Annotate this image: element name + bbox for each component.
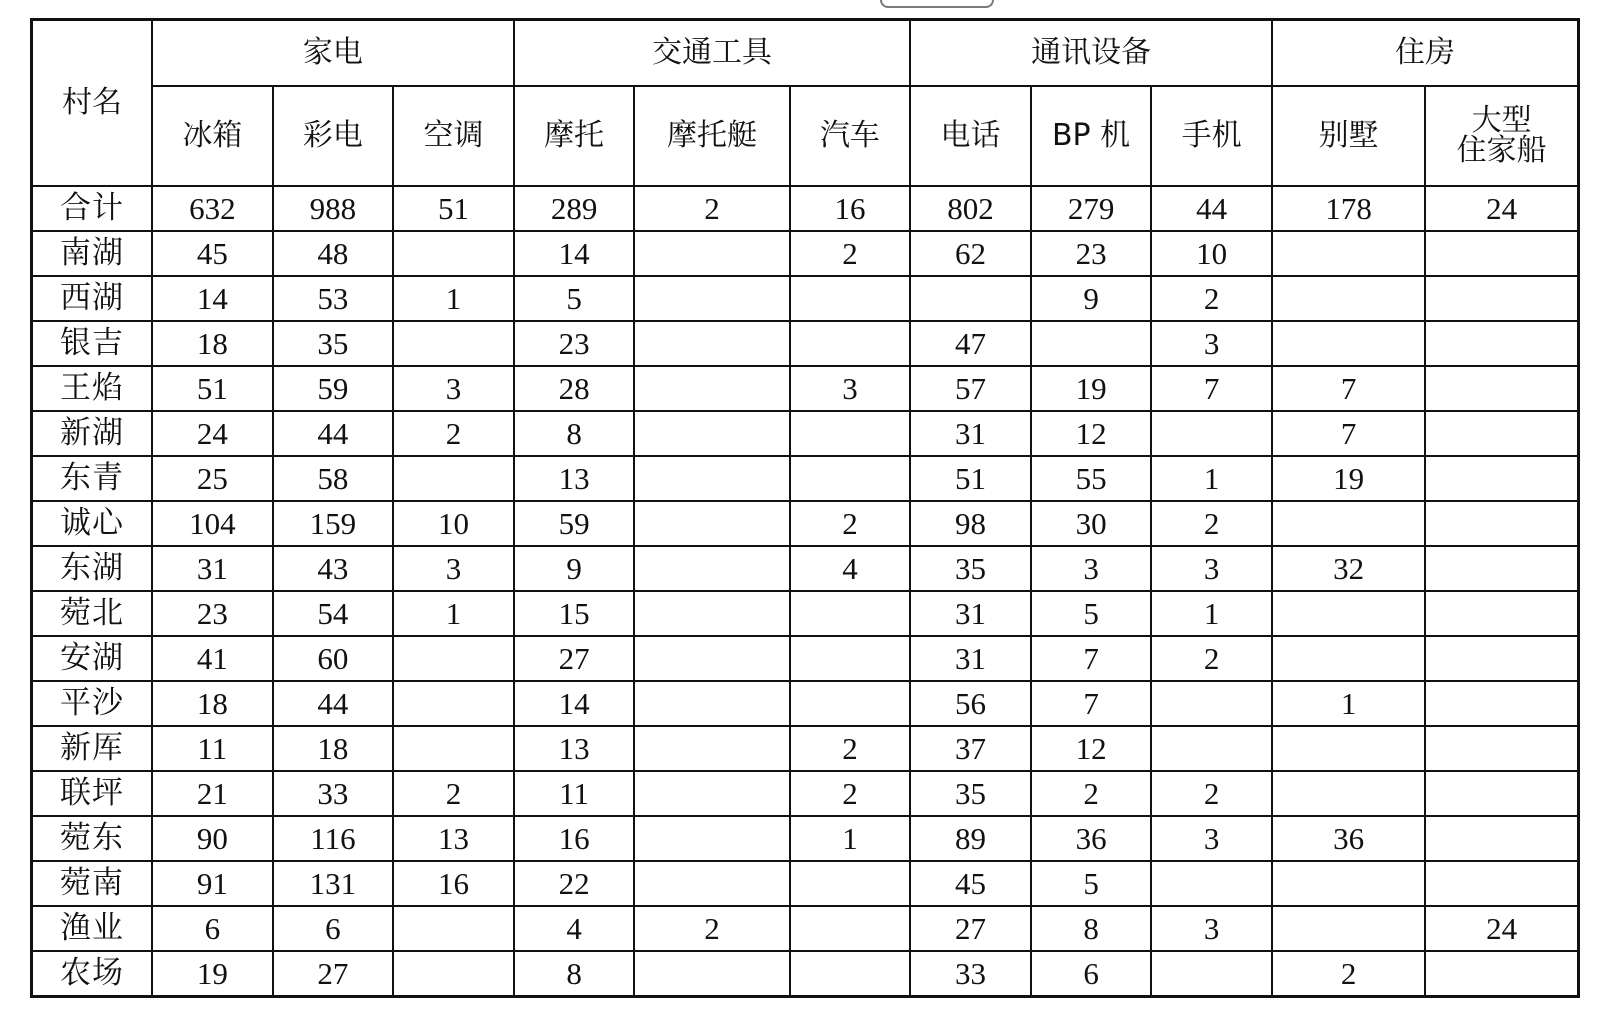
houseboat-header-line-2: 住家船: [1456, 133, 1547, 168]
village-name-cell: 西湖: [32, 276, 153, 321]
value-cell: 36: [1272, 816, 1425, 861]
value-cell: 2: [1031, 771, 1152, 816]
value-cell: [634, 366, 789, 411]
value-cell: [393, 231, 514, 276]
value-cell: 116: [273, 816, 394, 861]
value-cell: 2: [790, 726, 911, 771]
village-name-cell: 农场: [32, 951, 153, 997]
value-cell: 10: [393, 501, 514, 546]
table-row: [32, 726, 1579, 771]
value-cell: 27: [273, 951, 394, 997]
value-cell: 7: [1272, 366, 1425, 411]
table-row: [32, 546, 1579, 591]
value-cell: 30: [1031, 501, 1152, 546]
value-cell: 27: [514, 636, 635, 681]
value-cell: 4: [514, 906, 635, 951]
value-cell: [393, 456, 514, 501]
value-cell: 11: [152, 726, 273, 771]
table-row: [32, 276, 1579, 321]
value-cell: 45: [152, 231, 273, 276]
value-cell: 41: [152, 636, 273, 681]
column-header-car: 汽车: [790, 86, 911, 186]
value-cell: 59: [514, 501, 635, 546]
value-cell: [1425, 816, 1578, 861]
value-cell: 18: [152, 321, 273, 366]
value-cell: [634, 861, 789, 906]
value-cell: [1272, 321, 1425, 366]
value-cell: 56: [910, 681, 1031, 726]
value-cell: 1: [393, 591, 514, 636]
value-cell: 9: [514, 546, 635, 591]
value-cell: [1425, 231, 1578, 276]
value-cell: 31: [910, 636, 1031, 681]
table-row: [32, 861, 1579, 906]
value-cell: 14: [152, 276, 273, 321]
value-cell: 18: [273, 726, 394, 771]
value-cell: [634, 411, 789, 456]
value-cell: 43: [273, 546, 394, 591]
table-row: [32, 816, 1579, 861]
value-cell: [1272, 501, 1425, 546]
value-cell: [790, 321, 911, 366]
village-assets-table: [30, 18, 1580, 998]
value-cell: 16: [393, 861, 514, 906]
value-cell: 10: [1151, 231, 1272, 276]
value-cell: [1425, 861, 1578, 906]
value-cell: 988: [273, 186, 394, 231]
value-cell: 44: [1151, 186, 1272, 231]
value-cell: 2: [1151, 771, 1272, 816]
village-column-header: 村名: [32, 20, 153, 187]
value-cell: [393, 906, 514, 951]
value-cell: 23: [514, 321, 635, 366]
village-name-cell: 南湖: [32, 231, 153, 276]
value-cell: [790, 636, 911, 681]
value-cell: 9: [1031, 276, 1152, 321]
value-cell: [1425, 546, 1578, 591]
column-header-air-conditioner: 空调: [393, 86, 514, 186]
value-cell: 55: [1031, 456, 1152, 501]
value-cell: [634, 231, 789, 276]
value-cell: 7: [1151, 366, 1272, 411]
column-header-houseboat: [1425, 86, 1578, 186]
value-cell: 13: [393, 816, 514, 861]
value-cell: [1425, 366, 1578, 411]
value-cell: 2: [1151, 636, 1272, 681]
value-cell: 28: [514, 366, 635, 411]
table-row: [32, 906, 1579, 951]
total-row: [32, 186, 1579, 231]
value-cell: 5: [1031, 591, 1152, 636]
value-cell: [634, 501, 789, 546]
value-cell: 3: [1151, 546, 1272, 591]
value-cell: [634, 951, 789, 997]
value-cell: [1151, 411, 1272, 456]
value-cell: 3: [1151, 906, 1272, 951]
value-cell: 14: [514, 231, 635, 276]
value-cell: 7: [1272, 411, 1425, 456]
value-cell: 6: [152, 906, 273, 951]
value-cell: 53: [273, 276, 394, 321]
group-header-transport: 交通工具: [514, 20, 910, 87]
value-cell: 802: [910, 186, 1031, 231]
table-row: [32, 951, 1579, 997]
value-cell: 16: [514, 816, 635, 861]
value-cell: [910, 276, 1031, 321]
value-cell: 3: [790, 366, 911, 411]
value-cell: [1272, 636, 1425, 681]
scan-artifact: [880, 0, 994, 8]
value-cell: [1425, 591, 1578, 636]
value-cell: 54: [273, 591, 394, 636]
value-cell: 33: [273, 771, 394, 816]
value-cell: 1: [1272, 681, 1425, 726]
group-header-appliances: 家电: [152, 20, 514, 87]
value-cell: [393, 681, 514, 726]
value-cell: 6: [273, 906, 394, 951]
value-cell: 27: [910, 906, 1031, 951]
village-name-cell: 银吉: [32, 321, 153, 366]
value-cell: 6: [1031, 951, 1152, 997]
value-cell: 59: [273, 366, 394, 411]
value-cell: 5: [1031, 861, 1152, 906]
value-cell: [634, 636, 789, 681]
value-cell: 2: [393, 411, 514, 456]
village-name-cell: 平沙: [32, 681, 153, 726]
value-cell: [1425, 456, 1578, 501]
value-cell: [393, 726, 514, 771]
value-cell: 22: [514, 861, 635, 906]
value-cell: 13: [514, 456, 635, 501]
value-cell: 35: [273, 321, 394, 366]
column-header-fridge: 冰箱: [152, 86, 273, 186]
table-row: [32, 366, 1579, 411]
value-cell: 14: [514, 681, 635, 726]
table-row: [32, 501, 1579, 546]
table-row: [32, 456, 1579, 501]
value-cell: 2: [1151, 276, 1272, 321]
village-name-cell: 菀东: [32, 816, 153, 861]
value-cell: 60: [273, 636, 394, 681]
value-cell: 2: [790, 231, 911, 276]
value-cell: 51: [393, 186, 514, 231]
value-cell: 5: [514, 276, 635, 321]
value-cell: [1425, 771, 1578, 816]
value-cell: 32: [1272, 546, 1425, 591]
value-cell: 7: [1031, 636, 1152, 681]
column-header-pager: BP 机: [1031, 86, 1152, 186]
group-header-row: [32, 20, 1579, 87]
value-cell: 51: [152, 366, 273, 411]
table-row: [32, 411, 1579, 456]
table-row: [32, 771, 1579, 816]
value-cell: 90: [152, 816, 273, 861]
value-cell: 24: [152, 411, 273, 456]
value-cell: 62: [910, 231, 1031, 276]
value-cell: [1151, 951, 1272, 997]
value-cell: [790, 951, 911, 997]
value-cell: [1425, 726, 1578, 771]
village-name-cell: 渔业: [32, 906, 153, 951]
value-cell: 24: [1425, 906, 1578, 951]
value-cell: 8: [514, 951, 635, 997]
value-cell: 58: [273, 456, 394, 501]
value-cell: 2: [1272, 951, 1425, 997]
village-name-cell: 新厍: [32, 726, 153, 771]
village-name-cell: 王焰: [32, 366, 153, 411]
value-cell: [1425, 276, 1578, 321]
value-cell: 19: [152, 951, 273, 997]
value-cell: 2: [790, 771, 911, 816]
value-cell: [1425, 681, 1578, 726]
value-cell: 33: [910, 951, 1031, 997]
value-cell: [634, 726, 789, 771]
value-cell: [1272, 906, 1425, 951]
value-cell: [1272, 231, 1425, 276]
value-cell: 1: [393, 276, 514, 321]
table-row: [32, 591, 1579, 636]
value-cell: 2: [790, 501, 911, 546]
value-cell: [393, 321, 514, 366]
value-cell: [634, 591, 789, 636]
value-cell: [634, 681, 789, 726]
value-cell: 21: [152, 771, 273, 816]
value-cell: [634, 276, 789, 321]
village-name-cell: 安湖: [32, 636, 153, 681]
column-header-row: [32, 86, 1579, 186]
value-cell: [1272, 591, 1425, 636]
column-header-villa: 别墅: [1272, 86, 1425, 186]
group-header-housing: 住房: [1272, 20, 1579, 87]
value-cell: 44: [273, 681, 394, 726]
value-cell: 2: [634, 186, 789, 231]
value-cell: 11: [514, 771, 635, 816]
value-cell: 89: [910, 816, 1031, 861]
value-cell: 47: [910, 321, 1031, 366]
value-cell: [1272, 726, 1425, 771]
value-cell: 24: [1425, 186, 1578, 231]
table-row: [32, 636, 1579, 681]
column-header-motorcycle: 摩托: [514, 86, 635, 186]
village-name-cell: 东湖: [32, 546, 153, 591]
value-cell: 131: [273, 861, 394, 906]
value-cell: 44: [273, 411, 394, 456]
value-cell: [1425, 501, 1578, 546]
village-name-cell: 菀北: [32, 591, 153, 636]
value-cell: [790, 276, 911, 321]
value-cell: 3: [393, 546, 514, 591]
value-cell: 178: [1272, 186, 1425, 231]
value-cell: 35: [910, 546, 1031, 591]
value-cell: [1425, 951, 1578, 997]
value-cell: [790, 681, 911, 726]
value-cell: 4: [790, 546, 911, 591]
value-cell: 36: [1031, 816, 1152, 861]
value-cell: 279: [1031, 186, 1152, 231]
houseboat-header-line-1: 大型: [1471, 103, 1532, 138]
value-cell: 12: [1031, 726, 1152, 771]
value-cell: 25: [152, 456, 273, 501]
value-cell: 1: [1151, 591, 1272, 636]
value-cell: [1031, 321, 1152, 366]
value-cell: 13: [514, 726, 635, 771]
value-cell: 289: [514, 186, 635, 231]
value-cell: [790, 411, 911, 456]
value-cell: [1272, 861, 1425, 906]
value-cell: 1: [790, 816, 911, 861]
village-name-cell: 合计: [32, 186, 153, 231]
value-cell: [634, 321, 789, 366]
value-cell: [790, 591, 911, 636]
value-cell: 91: [152, 861, 273, 906]
value-cell: 16: [790, 186, 911, 231]
value-cell: 45: [910, 861, 1031, 906]
value-cell: 37: [910, 726, 1031, 771]
value-cell: 98: [910, 501, 1031, 546]
column-header-mobile-phone: 手机: [1151, 86, 1272, 186]
value-cell: 8: [1031, 906, 1152, 951]
value-cell: 19: [1031, 366, 1152, 411]
value-cell: 31: [910, 411, 1031, 456]
value-cell: 23: [1031, 231, 1152, 276]
value-cell: 48: [273, 231, 394, 276]
value-cell: 8: [514, 411, 635, 456]
value-cell: [634, 771, 789, 816]
value-cell: [790, 906, 911, 951]
value-cell: [1272, 771, 1425, 816]
value-cell: [1425, 411, 1578, 456]
value-cell: 7: [1031, 681, 1152, 726]
table-row: [32, 681, 1579, 726]
value-cell: [634, 546, 789, 591]
value-cell: [1151, 681, 1272, 726]
value-cell: 104: [152, 501, 273, 546]
value-cell: [790, 456, 911, 501]
village-name-cell: 诚心: [32, 501, 153, 546]
value-cell: 2: [1151, 501, 1272, 546]
group-header-communication: 通讯设备: [910, 20, 1272, 87]
value-cell: 23: [152, 591, 273, 636]
table-row: [32, 321, 1579, 366]
column-header-color-tv: 彩电: [273, 86, 394, 186]
value-cell: 3: [1151, 816, 1272, 861]
table-row: [32, 231, 1579, 276]
value-cell: 1: [1151, 456, 1272, 501]
value-cell: 2: [393, 771, 514, 816]
table-body: [32, 186, 1579, 997]
value-cell: 3: [393, 366, 514, 411]
value-cell: 57: [910, 366, 1031, 411]
value-cell: [790, 861, 911, 906]
value-cell: 35: [910, 771, 1031, 816]
value-cell: [1425, 321, 1578, 366]
value-cell: [634, 456, 789, 501]
value-cell: [393, 951, 514, 997]
value-cell: 159: [273, 501, 394, 546]
value-cell: 31: [152, 546, 273, 591]
value-cell: [1151, 861, 1272, 906]
village-name-cell: 联坪: [32, 771, 153, 816]
value-cell: 3: [1151, 321, 1272, 366]
value-cell: [1272, 276, 1425, 321]
value-cell: [1425, 636, 1578, 681]
value-cell: 3: [1031, 546, 1152, 591]
value-cell: 19: [1272, 456, 1425, 501]
value-cell: [1151, 726, 1272, 771]
value-cell: 632: [152, 186, 273, 231]
column-header-telephone: 电话: [910, 86, 1031, 186]
village-name-cell: 菀南: [32, 861, 153, 906]
value-cell: 12: [1031, 411, 1152, 456]
value-cell: [393, 636, 514, 681]
village-name-cell: 新湖: [32, 411, 153, 456]
value-cell: 2: [634, 906, 789, 951]
value-cell: 51: [910, 456, 1031, 501]
village-name-cell: 东青: [32, 456, 153, 501]
value-cell: [634, 816, 789, 861]
value-cell: 31: [910, 591, 1031, 636]
value-cell: 18: [152, 681, 273, 726]
column-header-motorboat: 摩托艇: [634, 86, 789, 186]
value-cell: 15: [514, 591, 635, 636]
